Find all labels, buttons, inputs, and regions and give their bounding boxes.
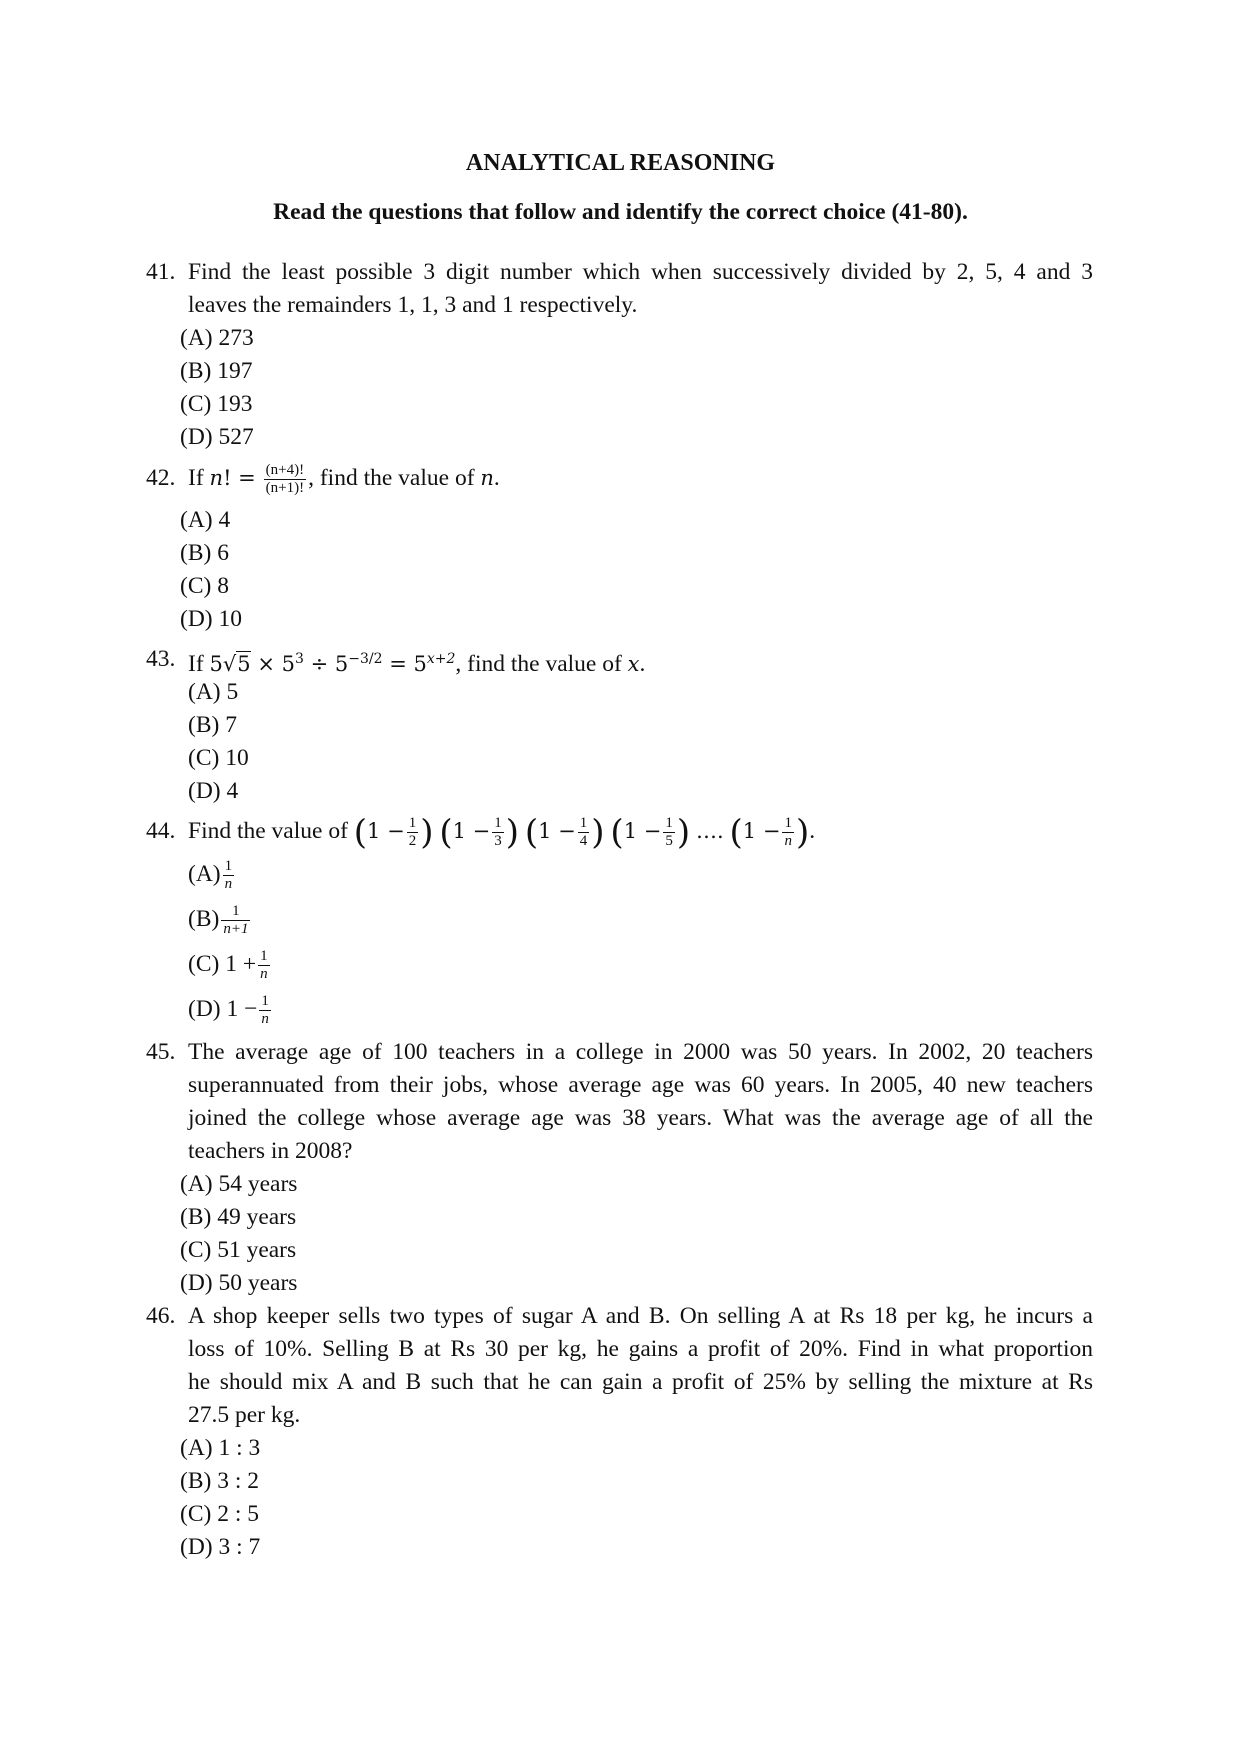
option-a: (A) 54 years — [180, 1171, 298, 1197]
question-number: 43. — [146, 646, 176, 672]
option-b: (B) 197 — [180, 358, 253, 384]
question-text-line — [188, 806, 815, 858]
option-d: (D) 527 — [180, 424, 254, 450]
option-c: (C) 193 — [180, 391, 253, 417]
fraction-numerator: 1 — [221, 903, 250, 921]
option-d: (D) 4 — [188, 778, 239, 804]
question-text-line: superannuated from their jobs, whose average age was 60 years. In 2005, 40 new teachers — [188, 1072, 1093, 1098]
fraction-denominator: (n+1)! — [265, 480, 305, 497]
fraction — [578, 815, 590, 850]
fraction-numerator: 1 — [260, 948, 268, 965]
fraction-numerator: 1 — [224, 858, 233, 875]
paren: ) — [505, 812, 519, 853]
math-var: n — [480, 466, 494, 490]
math-var: n — [209, 466, 224, 490]
exponent: x+2 — [426, 651, 456, 667]
math-term: 5 — [237, 652, 251, 676]
math-term: 5 — [209, 652, 223, 676]
exponent: 3 — [295, 651, 304, 667]
math-term: = 5 — [389, 652, 427, 676]
option-a: (A) 5 — [188, 679, 239, 705]
fraction-numerator: (n+4)! — [265, 462, 305, 479]
sqrt-sign: √ — [222, 652, 237, 676]
option-c: (C) 51 years — [180, 1237, 297, 1263]
fraction — [221, 903, 250, 938]
fraction — [259, 993, 271, 1028]
fraction-denominator: n — [784, 833, 792, 850]
text: . — [639, 651, 646, 677]
question-number: 44. — [146, 818, 176, 844]
text: If — [188, 465, 204, 491]
question-text-line: 27.5 per kg. — [188, 1402, 301, 1428]
option-d: (D) 50 years — [180, 1270, 298, 1296]
option-c: (C) 8 — [180, 573, 229, 599]
fraction — [264, 462, 306, 497]
option-a: (A) 4 — [180, 507, 231, 533]
paren: ( — [524, 812, 539, 853]
option-label: (A) — [188, 861, 221, 887]
question-text-line: Find the least possible 3 digit number which when successively divided by 2, 5, 4 and 3 — [188, 259, 1093, 285]
fraction-denominator: 5 — [665, 833, 673, 850]
question-text-line: joined the college whose average age was 38 years. What was the average age of all the — [188, 1105, 1093, 1131]
option-label: (B) — [188, 906, 220, 932]
option-d: (D) 3 : 7 — [180, 1534, 261, 1560]
question-text-line: he should mix A and B such that he can gain a profit of 25% by selling the mixture at Rs — [188, 1369, 1093, 1395]
fraction — [407, 815, 419, 850]
paren: ) — [420, 812, 434, 853]
fraction-denominator: n — [260, 966, 268, 983]
math-term: 1 − — [742, 819, 781, 843]
math-expression — [210, 652, 456, 676]
option-b: (B) 49 years — [180, 1204, 297, 1230]
math-term: × 5 — [257, 652, 295, 676]
fraction-numerator: 1 — [784, 815, 792, 832]
fraction-numerator: 1 — [408, 815, 417, 832]
text: . — [493, 465, 500, 491]
option-c: (C) 10 — [188, 745, 249, 771]
math-var: x — [627, 652, 640, 676]
fraction-numerator: 1 — [665, 815, 673, 832]
section-title: ANALYTICAL REASONING — [465, 150, 776, 176]
question-text-line: teachers in 2008? — [188, 1138, 353, 1164]
section-instruction: Read the questions that follow and identify the correct choice (41-80). — [273, 199, 968, 225]
fraction — [223, 858, 235, 893]
paren: ( — [353, 812, 368, 853]
math-term: 1 − — [623, 819, 662, 843]
option-b: (B) 3 : 2 — [180, 1468, 259, 1494]
text: , find the value of — [308, 465, 475, 491]
option-a — [188, 852, 236, 896]
math-term: ÷ 5 — [310, 652, 349, 676]
fraction-denominator: 2 — [408, 833, 417, 850]
option-d — [188, 987, 273, 1031]
option-b: (B) 7 — [188, 712, 237, 738]
paren: ( — [439, 812, 453, 853]
fraction-numerator: 1 — [579, 815, 588, 832]
ellipsis: …. — [695, 819, 724, 843]
option-b: (B) 6 — [180, 540, 229, 566]
option-label: (C) 1 + — [188, 951, 257, 977]
text: . — [809, 818, 816, 844]
question-number: 46. — [146, 1303, 176, 1329]
question-text-line: leaves the remainders 1, 1, 3 and 1 respectively. — [188, 292, 638, 318]
math-term: 1 − — [538, 819, 576, 843]
fraction — [663, 815, 675, 850]
fraction-numerator: 1 — [261, 993, 269, 1010]
text: Find the value of — [188, 818, 348, 844]
question-number: 45. — [146, 1039, 176, 1065]
option-c: (C) 2 : 5 — [180, 1501, 259, 1527]
paren: ( — [729, 812, 743, 853]
question-text-line — [188, 452, 500, 504]
paren: ) — [795, 812, 810, 853]
option-c — [188, 942, 272, 986]
paren: ( — [610, 812, 624, 853]
option-label: (D) 1 − — [188, 996, 258, 1022]
fraction-denominator: 4 — [579, 833, 588, 850]
math-op: ! = — [223, 466, 256, 490]
option-a: (A) 1 : 3 — [180, 1435, 261, 1461]
text: , find the value of — [455, 651, 622, 677]
question-text-line: loss of 10%. Selling B at Rs 30 per kg, he gains a profit of 20%. Find in what proportion — [188, 1336, 1093, 1362]
option-b — [188, 897, 252, 941]
question-text-line: A shop keeper sells two types of sugar A and B. On selling A at Rs 18 per kg, he incurs a — [188, 1303, 1093, 1329]
question-text-line: The average age of 100 teachers in a college in 2000 was 50 years. In 2002, 20 teachers — [188, 1039, 1093, 1065]
fraction-denominator: n — [224, 876, 233, 893]
option-d: (D) 10 — [180, 606, 242, 632]
fraction-denominator: n+1 — [223, 921, 249, 938]
question-text-line — [188, 645, 645, 678]
paren: ) — [676, 812, 691, 853]
option-a: (A) 273 — [180, 325, 254, 351]
paren: ) — [591, 812, 605, 853]
text: If — [188, 651, 204, 677]
exponent: −3/2 — [348, 651, 383, 667]
math-term: 1 − — [452, 819, 491, 843]
fraction — [258, 948, 270, 983]
fraction-denominator: n — [261, 1011, 269, 1028]
fraction-denominator: 3 — [494, 833, 502, 850]
question-number: 42. — [146, 465, 176, 491]
fraction — [492, 815, 504, 850]
math-term: 1 − — [367, 819, 405, 843]
fraction-numerator: 1 — [494, 815, 502, 832]
question-number: 41. — [146, 259, 176, 285]
fraction — [782, 815, 794, 850]
